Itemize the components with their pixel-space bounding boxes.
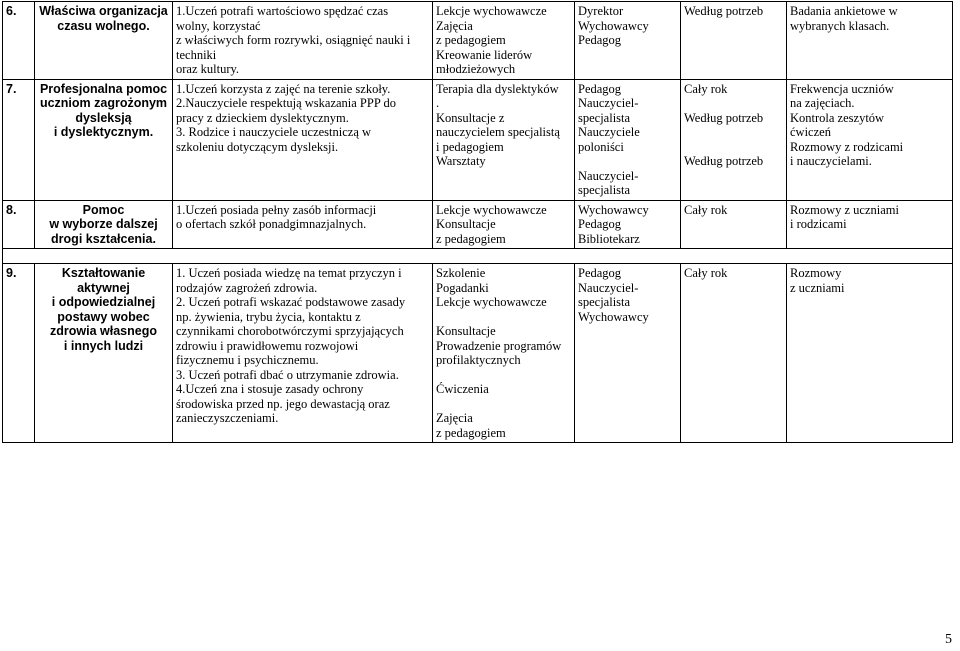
area-line: aktywnej — [77, 280, 130, 295]
spacer — [684, 140, 783, 155]
goal-line: 4.Uczeń zna i stosuje zasady ochrony — [176, 382, 364, 396]
goal-line: środowiska przed np. jego dewastacją oraz — [176, 396, 390, 411]
table-row — [3, 79, 953, 200]
time-line: Według potrzeb — [684, 110, 764, 125]
responsible-line: poloniści — [578, 139, 624, 154]
table-body — [3, 2, 953, 443]
area-line: czasu wolnego. — [57, 18, 150, 33]
form-line: Zajęcia — [436, 18, 473, 33]
forms-cell — [433, 200, 575, 249]
responsible-line: Nauczyciel- — [578, 168, 639, 183]
form-line: Terapia dla dyslektyków — [436, 81, 559, 96]
spacer — [436, 368, 571, 383]
form-line: Ćwiczenia — [436, 382, 489, 396]
row-number: 6. — [3, 2, 35, 80]
form-line: Konsultacje — [436, 217, 496, 231]
goal-line: o ofertach szkół ponadgimnazjalnych. — [176, 217, 367, 231]
evaluation-line: z uczniami — [790, 280, 845, 295]
time-line: Cały rok — [684, 266, 728, 280]
goal-line: szkoleniu dotyczącym dysleksji. — [176, 139, 339, 154]
evaluation-line: Badania ankietowe w — [790, 4, 898, 18]
area-line: drogi kształcenia. — [51, 231, 156, 246]
form-line: Pogadanki — [436, 280, 489, 295]
page-number: 5 — [945, 632, 952, 647]
form-line: młodzieżowych — [436, 62, 516, 76]
goals-cell — [173, 79, 433, 200]
responsible-line: Nauczyciel- — [578, 280, 639, 295]
evaluation-line: Kontrola zeszytów — [790, 110, 885, 125]
responsible-line: specjalista — [578, 183, 631, 197]
responsible-line: Pedagog — [578, 217, 622, 231]
table-spacer — [3, 249, 953, 264]
responsible-cell — [575, 200, 681, 249]
goal-line: pracy z dzieckiem dyslektycznym. — [176, 110, 349, 125]
form-line: Szkolenie — [436, 266, 486, 280]
form-line: Lekcje wychowawcze — [436, 4, 547, 18]
goal-line: np. żywienia, trybu życia, kontaktu z — [176, 309, 361, 324]
area-line: Pomoc — [82, 202, 125, 217]
area-line: Profesjonalna pomoc — [39, 81, 168, 96]
evaluation-line: wybranych klasach. — [790, 18, 890, 33]
goal-line: wolny, korzystać — [176, 18, 261, 33]
row-number: 7. — [3, 79, 35, 200]
form-line: Konsultacje z — [436, 110, 505, 125]
goal-line: rodzajów zagrożeń zdrowia. — [176, 280, 318, 295]
responsible-line: Pedagog — [578, 81, 622, 96]
responsible-line: Dyrektor — [578, 4, 624, 18]
time-line: Według potrzeb — [684, 4, 764, 18]
evaluation-line: Frekwencja uczniów — [790, 81, 894, 96]
responsible-line: Nauczyciel- — [578, 96, 639, 110]
evaluation-cell — [787, 79, 953, 200]
spacer — [684, 96, 783, 111]
table-row — [3, 2, 953, 80]
row-number: 8. — [3, 200, 35, 249]
program-table — [2, 1, 953, 443]
area-line: i odpowiedzialnej — [51, 295, 156, 309]
goal-line: 1.Uczeń potrafi wartościowo spędzać czas — [176, 4, 389, 18]
goal-line: 3. Rodzice i nauczyciele uczestniczą w — [176, 125, 372, 139]
area-cell — [35, 200, 173, 249]
responsible-line: Wychowawcy — [578, 202, 649, 217]
area-line: zdrowia własnego — [50, 324, 157, 338]
form-line: Konsultacje — [436, 324, 496, 338]
responsible-line: Nauczyciele — [578, 125, 640, 139]
responsible-line: specjalista — [578, 295, 631, 309]
form-line: z pedagogiem — [436, 33, 506, 47]
forms-cell — [433, 264, 575, 443]
form-line: Prowadzenie programów — [436, 338, 562, 353]
evaluation-cell — [787, 264, 953, 443]
responsible-line: Wychowawcy — [578, 309, 649, 324]
table-row — [3, 264, 953, 443]
responsible-cell — [575, 264, 681, 443]
form-line: Warsztaty — [436, 154, 486, 168]
area-cell — [35, 79, 173, 200]
form-line: z pedagogiem — [436, 425, 506, 440]
time-line: Cały rok — [684, 202, 728, 217]
goal-line: zanieczyszczeniami. — [176, 411, 279, 425]
spacer — [436, 310, 571, 325]
goal-line: oraz kultury. — [176, 62, 240, 76]
area-line: i dyslektycznym. — [53, 125, 154, 139]
form-line: Lekcje wychowawcze — [436, 202, 547, 217]
goals-cell — [173, 200, 433, 249]
form-line: z pedagogiem — [436, 231, 506, 246]
area-line: Kształtowanie — [61, 266, 146, 280]
forms-cell — [433, 2, 575, 80]
time-cell — [681, 264, 787, 443]
goal-line: z właściwych form rozrywki, osiągnięć nauki i — [176, 33, 411, 47]
goal-line: 3. Uczeń potrafi dbać o utrzymanie zdrowia. — [176, 367, 399, 382]
forms-cell — [433, 79, 575, 200]
area-line: Właściwa organizacja — [39, 4, 168, 18]
time-line: Cały rok — [684, 81, 728, 96]
form-line: . — [436, 96, 440, 110]
form-line: profilaktycznych — [436, 353, 521, 367]
evaluation-line: na zajęciach. — [790, 96, 855, 110]
time-cell — [681, 200, 787, 249]
form-line: i pedagogiem — [436, 139, 504, 154]
evaluation-cell — [787, 200, 953, 249]
goals-cell — [173, 2, 433, 80]
goal-line: 1. Uczeń posiada wiedzę na temat przyczyn i — [176, 266, 402, 280]
responsible-line: Pedagog — [578, 33, 622, 47]
evaluation-line: Rozmowy — [790, 266, 842, 280]
responsible-line: Wychowawcy — [578, 18, 649, 33]
evaluation-line: Rozmowy z uczniami — [790, 202, 899, 217]
time-cell — [681, 2, 787, 80]
goal-line: 1.Uczeń korzysta z zajęć na terenie szkoły. — [176, 81, 391, 96]
area-line: w wyborze dalszej — [49, 217, 158, 231]
evaluation-cell — [787, 2, 953, 80]
goal-line: 2. Uczeń potrafi wskazać podstawowe zasady — [176, 295, 406, 309]
form-line: Zajęcia — [436, 411, 473, 425]
goal-line: 1.Uczeń posiada pełny zasób informacji — [176, 202, 377, 217]
responsible-cell — [575, 2, 681, 80]
goal-line: zdrowiu i prawidłowemu rozwojowi — [176, 338, 359, 353]
form-line: Lekcje wychowawcze — [436, 295, 547, 309]
time-cell — [681, 79, 787, 200]
evaluation-line: Rozmowy z rodzicami — [790, 139, 904, 154]
form-line: nauczycielem specjalistą — [436, 125, 560, 139]
spacer — [436, 397, 571, 412]
area-line: i innych ludzi — [63, 338, 144, 353]
responsible-line: specjalista — [578, 110, 631, 125]
table-spacer-row — [3, 249, 953, 264]
evaluation-line: i rodzicami — [790, 217, 847, 231]
spacer — [578, 154, 677, 169]
area-line: dysleksją — [75, 110, 132, 125]
table-row — [3, 200, 953, 249]
goal-line: fizycznemu i psychicznemu. — [176, 353, 319, 367]
area-line: postawy wobec — [57, 309, 150, 324]
responsible-line: Bibliotekarz — [578, 231, 640, 246]
responsible-cell — [575, 79, 681, 200]
area-line: uczniom zagrożonym — [39, 96, 168, 110]
row-number: 9. — [3, 264, 35, 443]
time-line: Według potrzeb — [684, 154, 764, 168]
goal-line: 2.Nauczyciele respektują wskazania PPP do — [176, 96, 396, 110]
area-cell — [35, 264, 173, 443]
form-line: Kreowanie liderów — [436, 47, 533, 62]
responsible-line: Pedagog — [578, 266, 622, 280]
goal-line: czynnikami chorobotwórczymi sprzyjających — [176, 324, 404, 338]
area-cell — [35, 2, 173, 80]
goals-cell — [173, 264, 433, 443]
evaluation-line: ćwiczeń — [790, 125, 831, 139]
goal-line: techniki — [176, 47, 217, 62]
evaluation-line: i nauczycielami. — [790, 154, 872, 168]
spacer — [684, 125, 783, 140]
